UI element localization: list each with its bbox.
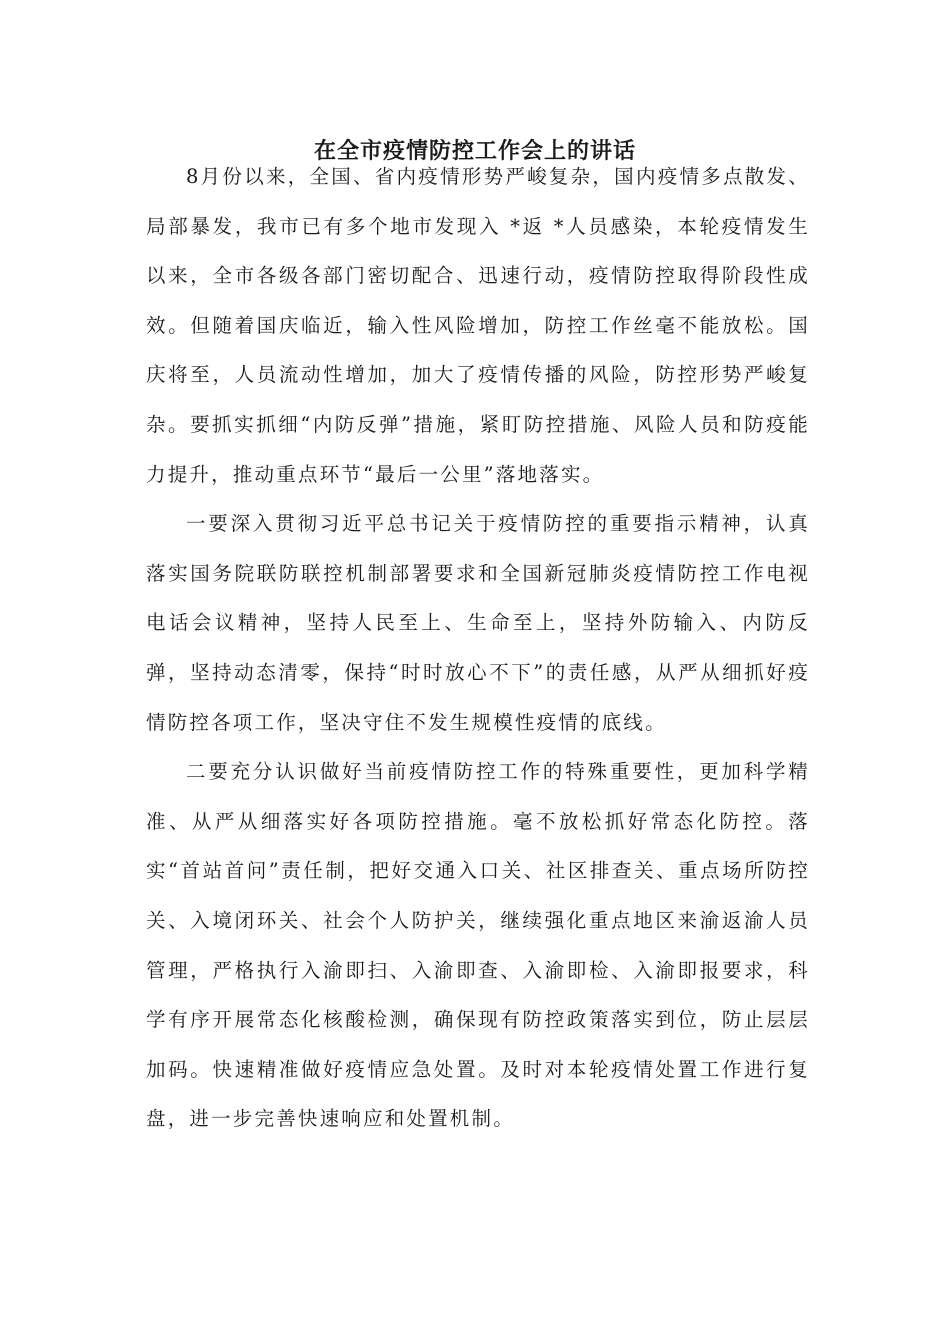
paragraph-2: 一要深入贯彻习近平总书记关于疫情防控的重要指示精神，认真落实国务院联防联控机制部署要求和全国新冠肺炎疫情防控工作电视电话会议精神，坚持人民至上、生命至上，坚持外防输入、内防反弹，坚持动态清零，保持“时时放心不下”的责任感，从严从细抓好疫情防控各项工作，坚决守住不发生规模性疫情的底线。 [146,512,810,734]
document-title: 在全市疫情防控工作会上的讲话 [313,138,636,164]
document-body [146,152,810,1144]
paragraph-1: 8月份以来，全国、省内疫情形势严峻复杂，国内疫情多点散发、局部暴发，我市已有多个地市发现入 *返 *人员感染，本轮疫情发生以来，全市各级各部门密切配合、迅速行动，疫情防控取得阶段性成效。但随着国庆临近，输入性风险增加，防控工作丝毫不能放松。国庆将至，人员流动性增加，加大了疫情传播的风险，防控形势严峻复杂。要抓实抓细“内防反弹”措施，紧盯防控措施、风险人员和防疫能力提升，推动重点环节“最后一公里”落地落实。 [146,165,810,486]
paragraph-3: 二要充分认识做好当前疫情防控工作的特殊重要性，更加科学精准、从严从细落实好各项防控措施。毫不放松抓好常态化防控。落实“首站首问”责任制，把好交通入口关、社区排查关、重点场所防控关、入境闭环关、社会个人防护关，继续强化重点地区来渝返渝人员管理，严格执行入渝即扫、入渝即查、入渝即检、入渝即报要求，科学有序开展常态化核酸检测，确保现有防控政策落实到位，防止层层加码。快速精准做好疫情应急处置。及时对本轮疫情处置工作进行复盘，进一步完善快速响应和处置机制。 [146,760,810,1131]
